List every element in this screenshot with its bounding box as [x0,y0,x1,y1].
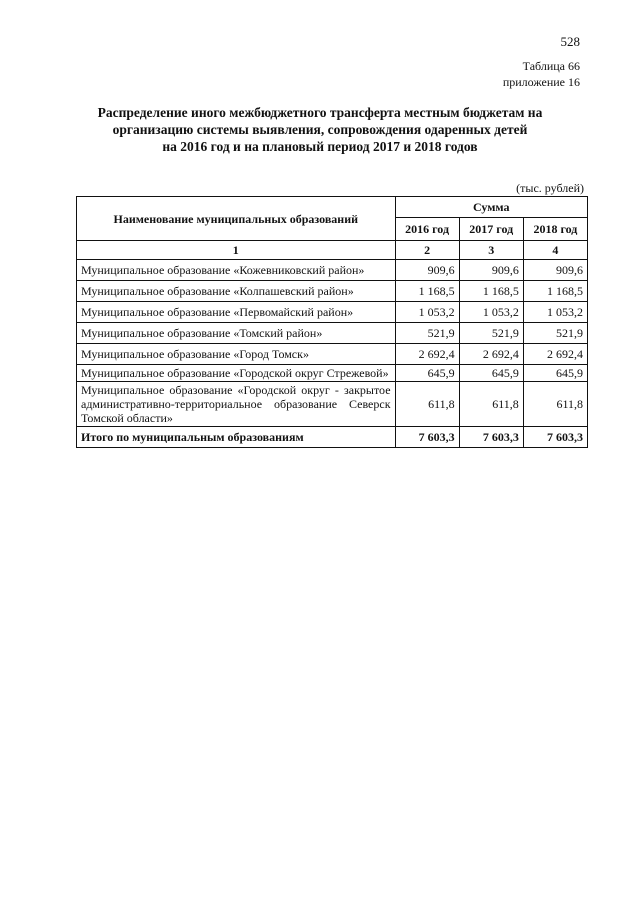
value-2018: 645,9 [523,365,587,382]
header-sum: Сумма [395,197,587,218]
municipality-name: Муниципальное образование «Томский район» [77,323,396,344]
header-year-2018: 2018 год [523,218,587,241]
column-number: 2 [395,241,459,260]
value-2018: 611,8 [523,382,587,427]
table-row [77,260,588,281]
table-row [77,365,588,382]
units-label: (тыс. рублей) [516,181,584,195]
table-row [77,344,588,365]
column-number: 4 [523,241,587,260]
total-label: Итого по муниципальным образованиям [77,427,396,448]
total-2017: 7 603,3 [459,427,523,448]
municipality-name: Муниципальное образование «Первомайский район» [77,302,396,323]
value-2018: 909,6 [523,260,587,281]
value-2016: 1 053,2 [395,302,459,323]
value-2017: 645,9 [459,365,523,382]
municipality-name: Муниципальное образование «Кожевниковский район» [77,260,396,281]
column-number: 3 [459,241,523,260]
value-2017: 611,8 [459,382,523,427]
table-row [77,281,588,302]
appendix-number: приложение 16 [502,75,580,89]
header-year-2017: 2017 год [459,218,523,241]
total-2018: 7 603,3 [523,427,587,448]
column-number: 1 [77,241,396,260]
document-title [60,104,580,155]
municipality-name: Муниципальное образование «Город Томск» [77,344,396,365]
title-line-2: организацию системы выявления, сопровождения одаренных детей [112,122,528,137]
value-2017: 909,6 [459,260,523,281]
title-line-3: на 2016 год и на плановый период 2017 и 2018 годов [162,139,478,154]
distribution-table [76,196,588,448]
total-2016: 7 603,3 [395,427,459,448]
value-2016: 611,8 [395,382,459,427]
total-row [77,427,588,448]
header-row [77,197,588,218]
municipality-name: Муниципальное образование «Городской округ - закрытое административно-территориальное образование Северск Томской области» [77,382,396,427]
value-2018: 2 692,4 [523,344,587,365]
table-reference [503,58,580,90]
value-2017: 1 053,2 [459,302,523,323]
title-line-1: Распределение иного межбюджетного трансферта местным бюджетам на [97,105,543,120]
table-row [77,382,588,427]
table-row [77,323,588,344]
table-row [77,302,588,323]
page-number: 528 [560,34,580,49]
header-name: Наименование муниципальных образований [77,197,396,241]
value-2016: 2 692,4 [395,344,459,365]
value-2016: 1 168,5 [395,281,459,302]
municipality-name: Муниципальное образование «Городской округ Стрежевой» [77,365,396,382]
value-2016: 909,6 [395,260,459,281]
value-2018: 521,9 [523,323,587,344]
value-2017: 1 168,5 [459,281,523,302]
value-2017: 521,9 [459,323,523,344]
column-number-row [77,241,588,260]
value-2018: 1 168,5 [523,281,587,302]
value-2017: 2 692,4 [459,344,523,365]
municipality-name: Муниципальное образование «Колпашевский район» [77,281,396,302]
header-year-2016: 2016 год [395,218,459,241]
value-2016: 645,9 [395,365,459,382]
value-2018: 1 053,2 [523,302,587,323]
value-2016: 521,9 [395,323,459,344]
table-number: Таблица 66 [522,59,580,73]
